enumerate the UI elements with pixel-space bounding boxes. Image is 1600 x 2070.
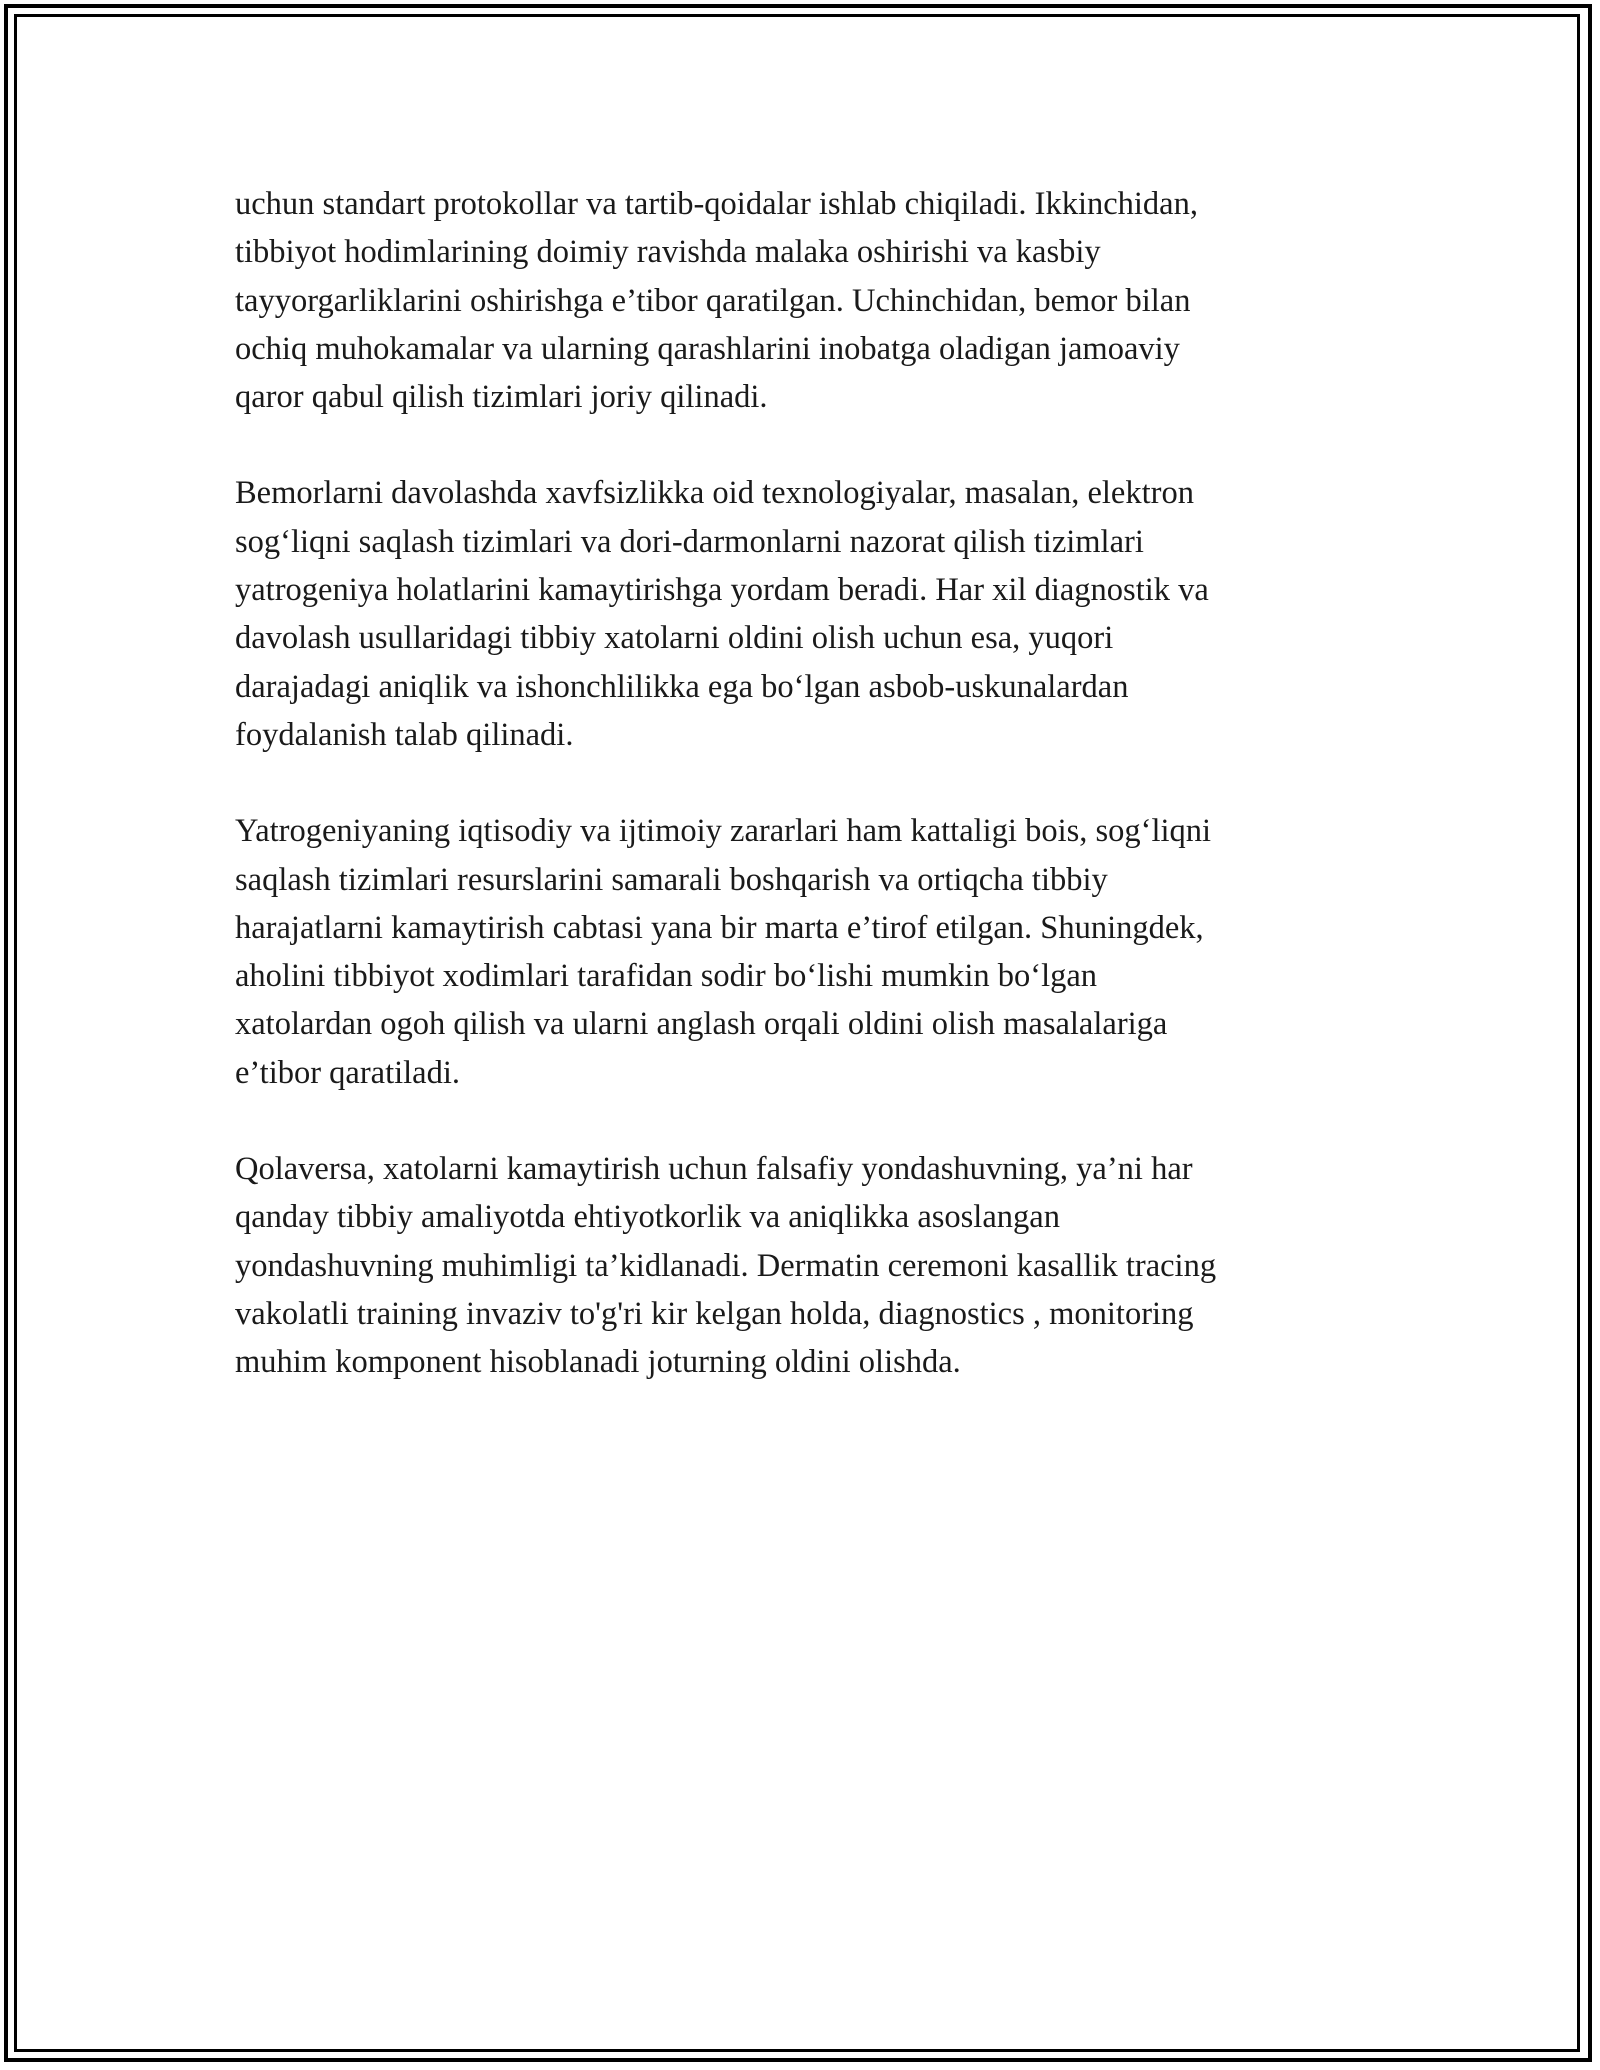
paragraph-safety-technologies — [235, 469, 1375, 759]
text-line: foydalanish talab qilinadi. — [235, 716, 574, 753]
text-line: vakolatli training invaziv to'g'ri kir kelgan holda, diagnostics , monitoring — [235, 1295, 1194, 1332]
text-line: muhim komponent hisoblanadi joturning oldini olishda. — [235, 1344, 961, 1381]
text-line: Yatrogeniyaning iqtisodiy va ijtimoiy zararlari ham kattaligi bois, sog‘liqni — [235, 813, 1212, 850]
paragraph-philosophical-approach — [235, 1145, 1375, 1386]
text-line: xatolardan ogoh qilish va ularni anglash orqali oldini olish masalalariga — [235, 1006, 1168, 1043]
document-body — [235, 180, 1375, 1435]
text-line: davolash usullaridagi tibbiy xatolarni oldini olish uchun esa, yuqori — [235, 620, 1114, 657]
text-line: saqlash tizimlari resurslarini samarali boshqarish va ortiqcha tibbiy — [235, 861, 1108, 898]
text-line: e’tibor qaratiladi. — [235, 1054, 461, 1091]
text-line: sog‘liqni saqlash tizimlari va dori-darmonlarni nazorat qilish tizimlari — [235, 523, 1144, 560]
text-line: aholini tibbiyot xodimlari tarafidan sodir bo‘lishi mumkin bo‘lgan — [235, 958, 1098, 995]
text-line: darajadagi aniqlik va ishonchlilikka ega bo‘lgan asbob-uskunalardan — [235, 668, 1129, 705]
text-line: qaror qabul qilish tizimlari joriy qilinadi. — [235, 379, 768, 416]
text-line: yatrogeniya holatlarini kamaytirishga yordam beradi. Har xil diagnostik va — [235, 572, 1209, 609]
text-line: yondashuvning muhimligi ta’kidlanadi. Dermatin ceremoni kasallik tracing — [235, 1247, 1217, 1284]
text-line: Qolaversa, xatolarni kamaytirish uchun falsafiy yondashuvning, ya’ni har — [235, 1151, 1193, 1188]
text-line: ochiq muhokamalar va ularning qarashlarini inobatga oladigan jamoaviy — [235, 330, 1180, 367]
text-line: harajatlarni kamaytirish cabtasi yana bir marta e’tirof etilgan. Shuningdek, — [235, 909, 1204, 946]
text-line: tayyorgarliklarini oshirishga e’tibor qaratilgan. Uchinchidan, bemor bilan — [235, 282, 1191, 319]
text-line: tibbiyot hodimlarining doimiy ravishda malaka oshirishi va kasbiy — [235, 234, 1101, 271]
paragraph-economic-impact — [235, 807, 1375, 1097]
text-line: qanday tibbiy amaliyotda ehtiyotkorlik va aniqlikka asoslangan — [235, 1199, 1060, 1236]
text-line: Bemorlarni davolashda xavfsizlikka oid texnologiyalar, masalan, elektron — [235, 475, 1194, 512]
paragraph-protocols — [235, 180, 1375, 421]
text-line: uchun standart protokollar va tartib-qoidalar ishlab chiqiladi. Ikkinchidan, — [235, 186, 1198, 222]
